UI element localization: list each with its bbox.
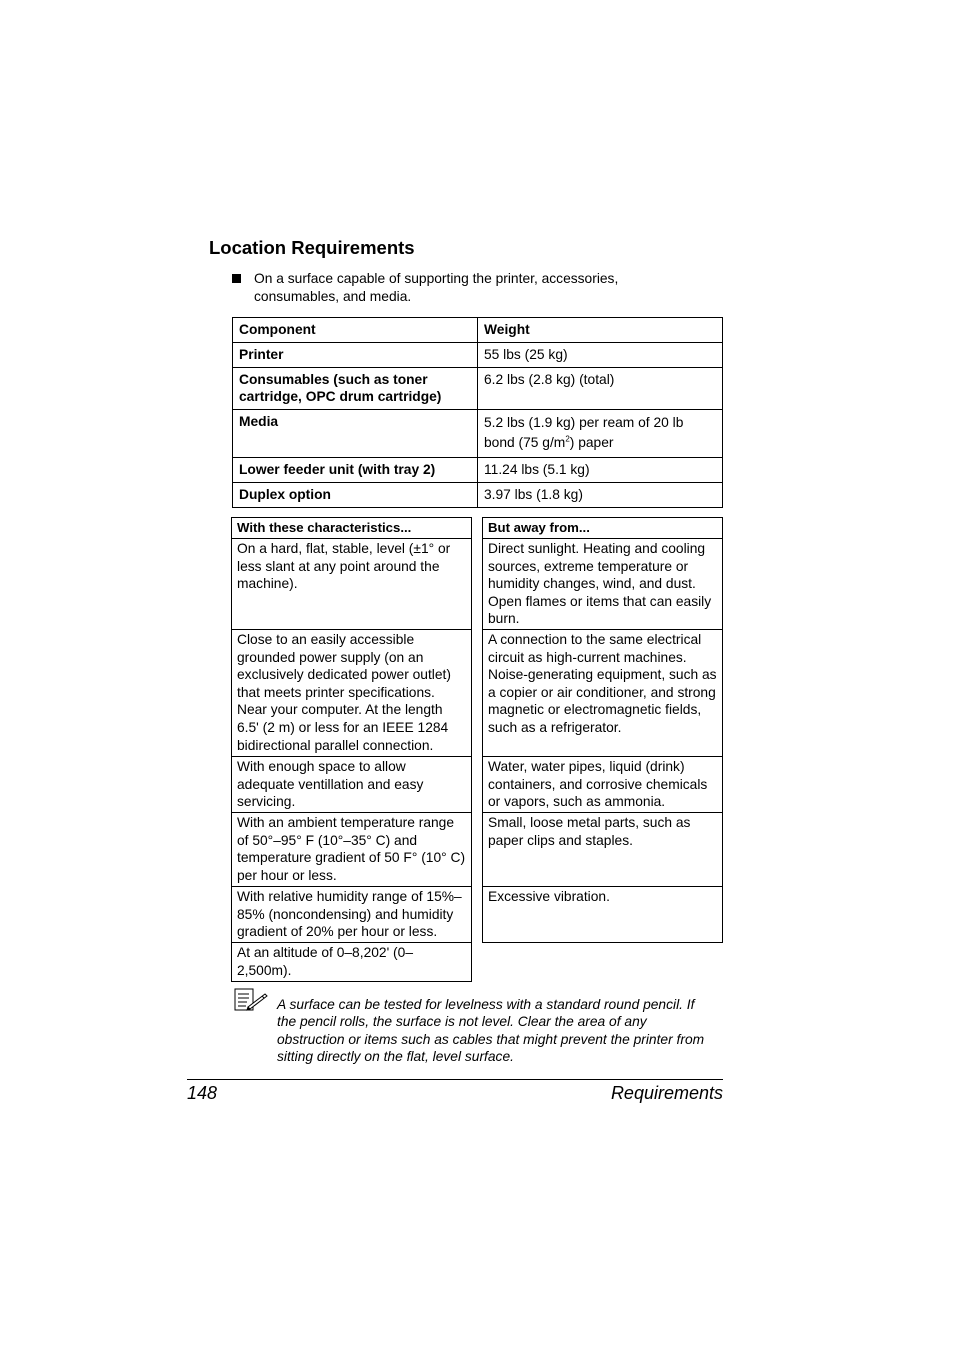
- bullet-text: On a surface capable of supporting the printer, accessories, consumables, and media.: [254, 271, 619, 304]
- table-row: [233, 343, 723, 368]
- away-from-cell: Small, loose metal parts, such as paper clips and staples.: [483, 813, 723, 887]
- table-row: [233, 458, 723, 483]
- table-row: [233, 368, 723, 410]
- component-cell: Printer: [233, 343, 478, 368]
- weight-text-end: ) paper: [569, 435, 614, 450]
- superscript: 2: [565, 434, 570, 444]
- table-row: [483, 813, 723, 887]
- table-row: [232, 757, 472, 813]
- table-row: [483, 539, 723, 630]
- characteristic-cell: With an ambient temperature range of 50°–95° F (10°–35° C) and temperature gradient of 50 F° (10° C) per hour or less.: [232, 813, 472, 887]
- header-away-from: But away from...: [483, 518, 723, 539]
- component-cell: Consumables (such as toner cartridge, OPC drum cartridge): [233, 368, 478, 410]
- bullet-item: [232, 270, 652, 306]
- table-row: [483, 630, 723, 757]
- table-row: [232, 813, 472, 887]
- characteristic-cell: With enough space to allow adequate ventillation and easy servicing.: [232, 757, 472, 813]
- table-header-row: [233, 318, 723, 343]
- table-row: [483, 887, 723, 943]
- away-from-cell: Water, water pipes, liquid (drink) containers, and corrosive chemicals or vapors, such as ammonia.: [483, 757, 723, 813]
- page-number: 148: [187, 1083, 218, 1103]
- table-header-row: [232, 518, 472, 539]
- table-row: [233, 410, 723, 458]
- table-row: [232, 943, 472, 982]
- table-header-row: [483, 518, 723, 539]
- header-characteristics: With these characteristics...: [232, 518, 472, 539]
- section-heading: Location Requirements: [209, 237, 415, 258]
- away-from-cell: A connection to the same electrical circuit as high-current machines. Noise-generating equipment, such as a copier or air conditioner, and strong magnetic or electromagnetic fields, such as a refrigerator.: [483, 630, 723, 757]
- weight-cell: [478, 410, 723, 458]
- away-from-table: [482, 517, 723, 943]
- note-text: A surface can be tested for levelness with a standard round pencil. If the pencil rolls, the surface is not level. Clear the area of any obstruction or items such as cables that might prevent the printer from sitting directly on the flat, level surface.: [277, 997, 705, 1065]
- header-weight: Weight: [478, 318, 723, 343]
- characteristic-cell: With relative humidity range of 15%–85% (noncondensing) and humidity gradient of 20% per hour or less.: [232, 887, 472, 943]
- table-row: [232, 630, 472, 757]
- footer-title: Requirements: [610, 1083, 723, 1103]
- weight-table: [232, 317, 723, 508]
- note-pencil-icon: [234, 988, 268, 1012]
- component-cell: Media: [233, 410, 478, 458]
- bullet-square-icon: [232, 274, 241, 283]
- weight-cell: 11.24 lbs (5.1 kg): [478, 458, 723, 483]
- away-from-cell: Direct sunlight. Heating and cooling sources, extreme temperature or humidity changes, wind, and dust. Open flames or items that can easily burn.: [483, 539, 723, 630]
- component-cell: Lower feeder unit (with tray 2): [233, 458, 478, 483]
- weight-text: 5.2 lbs (1.9 kg) per ream of 20 lb bond (75 g/m: [484, 415, 684, 450]
- table-row: [232, 887, 472, 943]
- footer-rule: [187, 1079, 723, 1080]
- table-row: [483, 757, 723, 813]
- weight-cell: 3.97 lbs (1.8 kg): [478, 483, 723, 508]
- characteristics-table: [231, 517, 472, 982]
- away-from-cell: Excessive vibration.: [483, 887, 723, 943]
- table-row: [232, 539, 472, 630]
- component-cell: Duplex option: [233, 483, 478, 508]
- weight-cell: 55 lbs (25 kg): [478, 343, 723, 368]
- header-component: Component: [233, 318, 478, 343]
- characteristic-cell: Close to an easily accessible grounded power supply (on an exclusively dedicated power outlet) that meets printer specifications. Near your computer. At the length 6.5' (2 m) or less for an IEEE 1284 bidirectional parallel connection.: [232, 630, 472, 757]
- characteristic-cell: At an altitude of 0–8,202' (0–2,500m).: [232, 943, 472, 982]
- characteristic-cell: On a hard, flat, stable, level (±1° or less slant at any point around the machine).: [232, 539, 472, 630]
- weight-cell: 6.2 lbs (2.8 kg) (total): [478, 368, 723, 410]
- table-row: [233, 483, 723, 508]
